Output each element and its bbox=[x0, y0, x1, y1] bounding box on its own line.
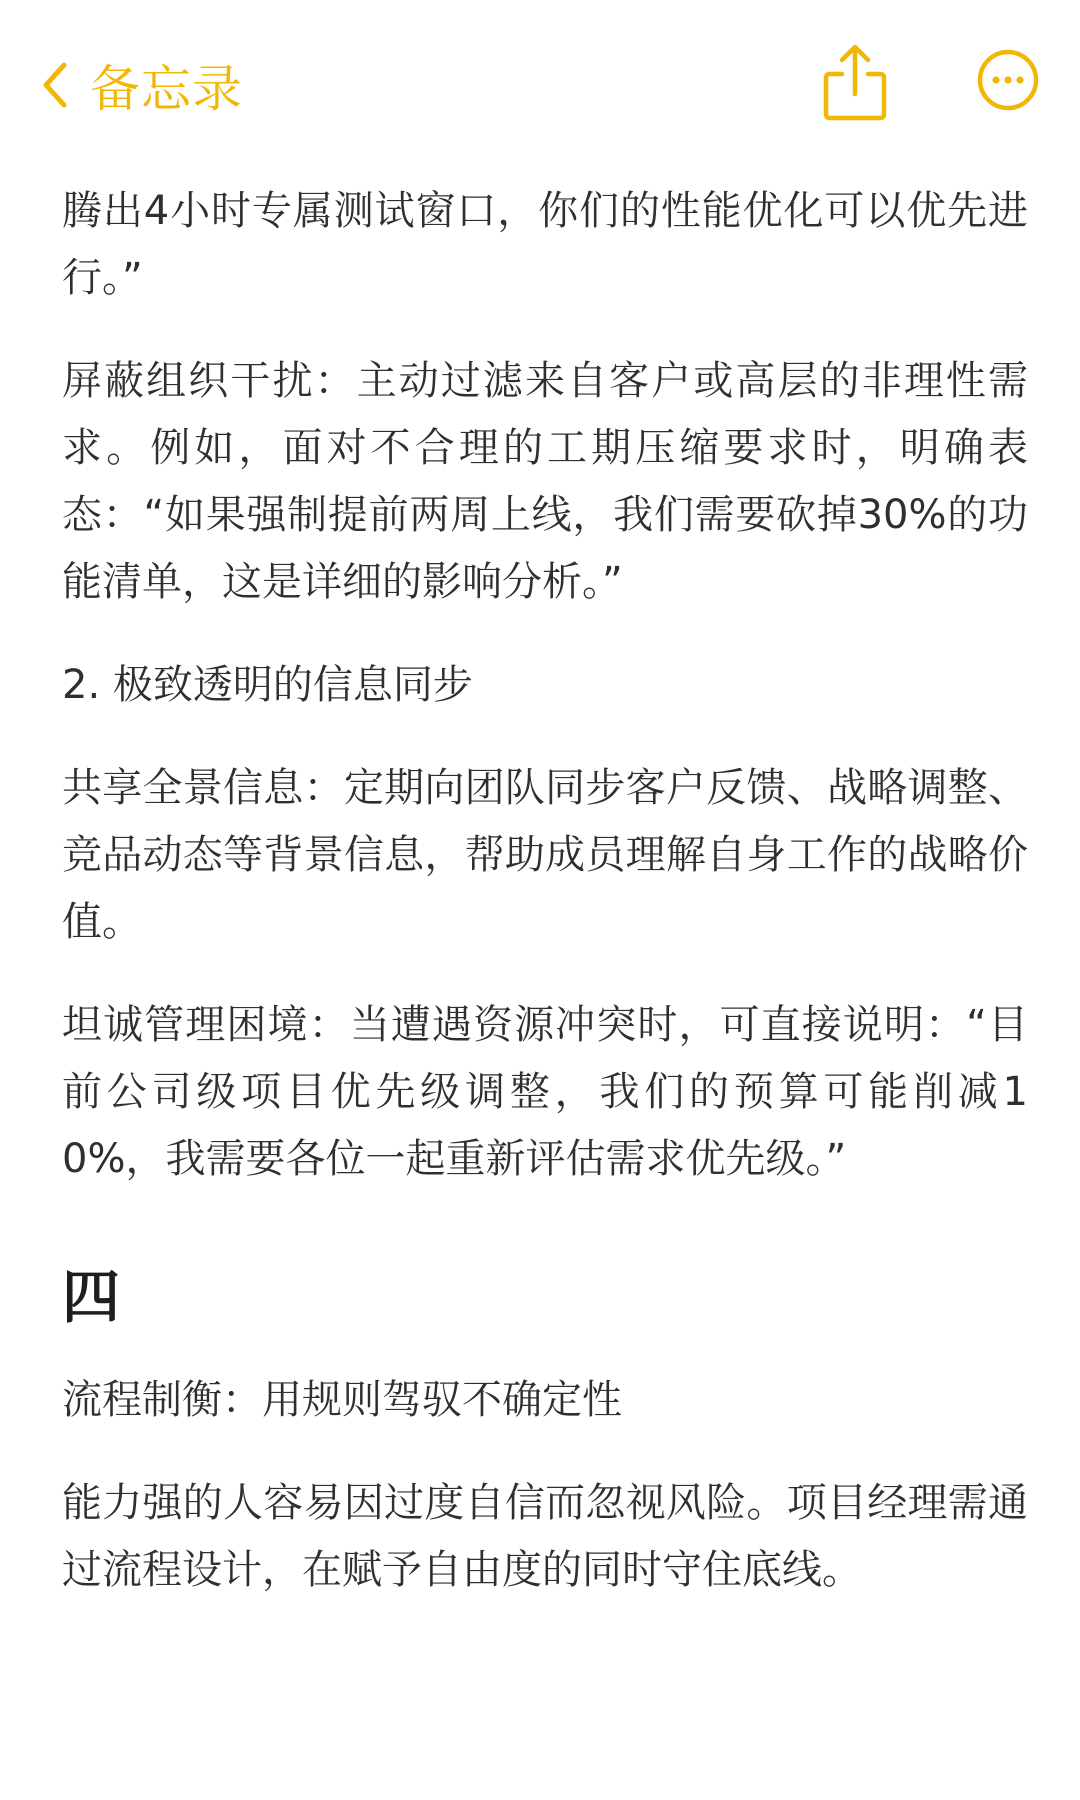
note-paragraph: 共享全景信息：定期向团队同步客户反馈、战略调整、竞品动态等背景信息，帮助成员理解自身工作的战略价值。 bbox=[62, 765, 1028, 945]
navigation-bar bbox=[0, 0, 1080, 160]
section-heading: 四 bbox=[62, 1263, 121, 1331]
back-button[interactable] bbox=[40, 40, 243, 130]
chevron-left-icon bbox=[40, 60, 70, 110]
note-paragraph: 腾出4小时专属测试窗口，你们的性能优化可以优先进行。” bbox=[62, 188, 1028, 301]
note-paragraph: 能力强的人容易因过度自信而忽视风险。项目经理需通过流程设计，在赋予自由度的同时守住底线。 bbox=[62, 1480, 1028, 1593]
note-body[interactable] bbox=[62, 178, 1028, 1640]
more-button[interactable] bbox=[976, 48, 1040, 112]
share-button[interactable] bbox=[820, 42, 890, 122]
share-icon bbox=[820, 107, 890, 126]
note-paragraph: 屏蔽组织干扰：主动过滤来自客户或高层的非理性需求。例如，面对不合理的工期压缩要求时，明确表态：“如果强制提前两周上线，我们需要砍掉30%的功能清单，这是详细的影响分析。” bbox=[62, 358, 1028, 605]
back-label: 备忘录 bbox=[90, 60, 243, 118]
ellipsis-circle-icon bbox=[976, 97, 1040, 116]
note-paragraph: 坦诚管理困境：当遭遇资源冲突时，可直接说明：“目前公司级项目优先级调整，我们的预算可能削减10%，我需要各位一起重新评估需求优先级。” bbox=[62, 1002, 1028, 1182]
note-subheading: 流程制衡：用规则驾驭不确定性 bbox=[62, 1377, 622, 1423]
note-subheading: 2. 极致透明的信息同步 bbox=[62, 662, 473, 708]
